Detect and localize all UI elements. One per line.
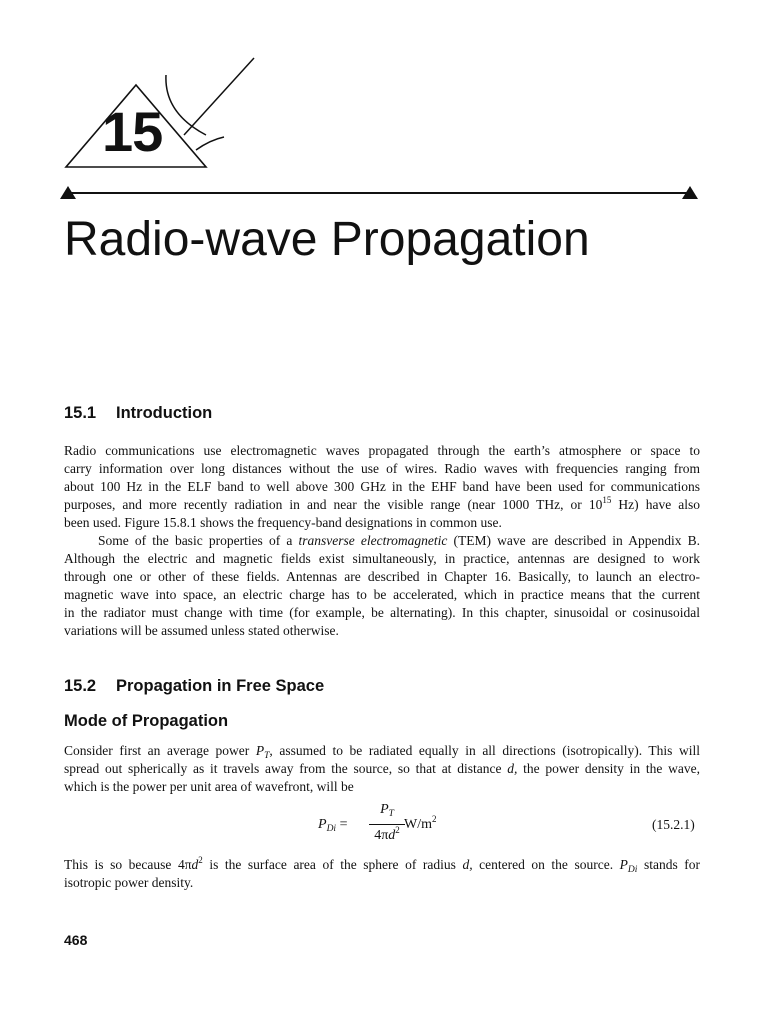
intro-paragraph-2 [64,532,700,640]
text-run: (TEM) wave are described in Appendix B. [447,533,700,548]
subscript: Di [627,865,638,875]
text-run: spread out spherically as it travels away from the source, so that at distance [64,761,508,776]
superscript: 2 [198,855,203,865]
superscript: 2 [432,814,437,824]
subscript: T [388,809,394,819]
equation-unit [404,814,437,833]
text-line: isotropic power density. [64,875,194,890]
text-run: , assumed to be radiated equally in all directions (isotropically). This will [269,743,700,758]
subscript: Di [326,824,337,834]
equation-label: (15.2.1) [652,817,695,832]
text-line: variations will be assumed unless stated otherwise. [64,623,339,638]
text-line [64,856,700,874]
text-line [64,742,700,760]
chapter-rule [60,182,702,202]
symbol: d, [507,761,518,776]
symbol: P [619,857,628,872]
text-run: This is so because 4π [64,857,192,872]
text-run: is the surface area of the sphere of radius [202,857,463,872]
text-run: Some of the basic properties of a [98,533,299,548]
section-number: 15.1 [64,404,97,422]
equation-lhs [318,817,347,833]
symbol: d [191,857,199,872]
section-title: Introduction [116,404,213,422]
chapter-title: Radio-wave Propagation [64,213,590,266]
text-run: Hz) have also [611,497,700,512]
text-line: about 100 Hz in the ELF band to well above 300 GHz in the EHF band have been used for communications [64,479,700,494]
symbol: d, [462,857,473,872]
text-line: through one or other of these fields. Antennas are described in Chapter 16. Basically, to launch an electro- [64,569,700,584]
subscript: T [264,751,270,761]
text-run: centered on the source. [472,857,620,872]
chapter-number: 15 [102,100,163,163]
symbol: P [318,817,327,832]
text-run: purposes, and more recently radiation in and near the visible range (near 1000 THz, or 10 [64,497,603,512]
text-line: Although the electric and magnetic fields exist simultaneously, in practice, antennas are designed to work [64,551,700,566]
symbol: P [380,802,389,817]
text-run: 4π [374,828,389,843]
text-run: the power density in the wave, [517,761,700,776]
unit-text: W/m [404,817,432,832]
section-title: Propagation in Free Space [116,677,325,695]
intro-paragraph-1 [64,442,700,532]
page-number: 468 [64,932,88,948]
equals-sign: = [336,817,348,832]
text-line: in the radiator must change with time (for example, be alternating). In this chapter, sinusoidal or cosinusoidal [64,605,700,620]
section-heading-introduction [64,404,212,424]
symbol: P [255,743,265,758]
fraction-numerator [368,802,406,818]
text-run: stands for [637,857,700,872]
equation-15-2-1 [318,802,518,846]
text-line [64,760,700,778]
text-line: been used. Figure 15.8.1 shows the frequency-band designations in common use. [64,515,502,530]
symbol: d [388,828,396,843]
subsection-heading: Mode of Propagation [64,712,229,730]
superscript: 2 [395,825,400,835]
italic-term: transverse electromagnetic [298,533,448,548]
section-heading-free-space [64,677,324,697]
text-line: which is the power per unit area of wavefront, will be [64,779,354,794]
section-number: 15.2 [64,677,97,695]
isotropic-paragraph [64,856,700,892]
text-line: Radio communications use electromagnetic waves propagated through the earth’s atmosphere or space to [64,443,700,458]
text-run: Consider first an average power [64,743,256,758]
text-line: carry information over long distances without the use of wires. Radio waves with frequencies ranging from [64,461,700,476]
text-line [64,496,700,514]
superscript: 15 [602,495,612,505]
text-line: magnetic wave into space, an electric charge has to be accelerated, which in practice means that the current [64,587,700,602]
fraction-denominator [368,825,406,844]
text-line [64,532,700,550]
free-space-paragraph [64,742,700,796]
